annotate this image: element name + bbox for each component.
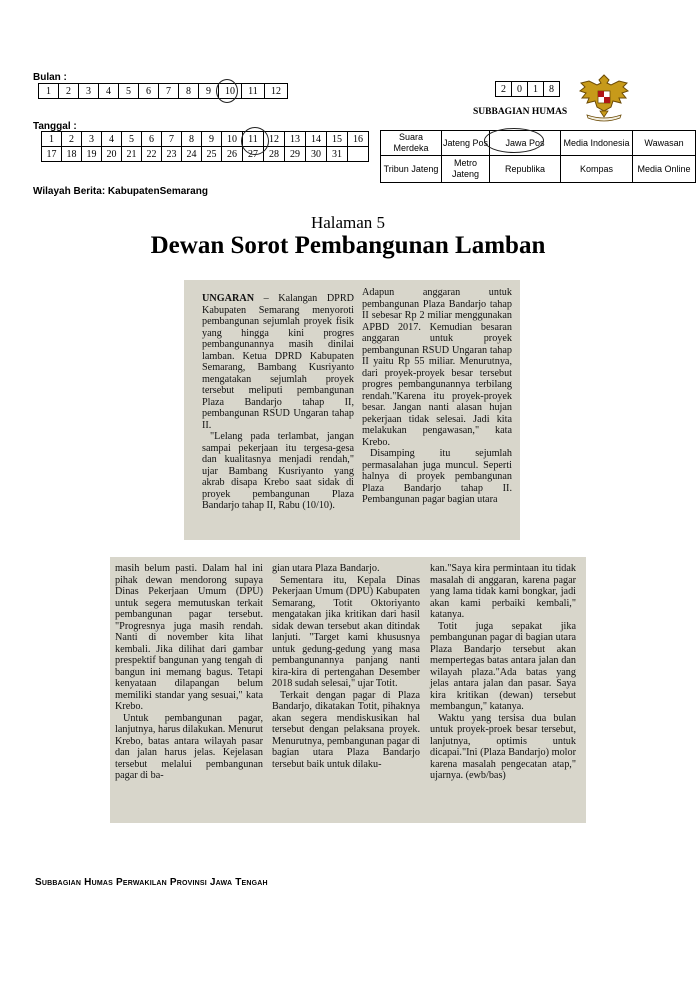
grid-cell: 10: [219, 84, 242, 99]
grid-cell: 9: [199, 84, 219, 99]
paragraph-text: masih belum pasti. Dalam hal ini pihak dewan mendorong supaya Dinas Pekerjaan Umum (DPU) untuk segera memutuskan terkait pembangunan pagar tersebut. "Progresnya juga masih rendah. Nanti di november kita lihat kembali. Jika dilihat dari gambar prespektif bangunan yang tengah di bangun ini memang bagus. Tetapi kenyataan dilapangan belum memiliki standar yang sesuai," kata Krebo.: [115, 563, 263, 712]
grid-cell: 2: [59, 84, 79, 99]
grid-cell: 11: [243, 132, 264, 147]
media-jateng-pos: Jateng Pos: [442, 131, 490, 156]
article-paragraph: [430, 563, 576, 621]
wilayah-berita: Wilayah Berita: KabupatenSemarang: [33, 186, 208, 197]
grid-cell: 4: [102, 132, 122, 147]
paragraph-text: Adapun anggaran untuk pembangunan Plaza Bandarjo tahap II sebesar Rp 2 miliar menggunakan APBD 2017. Kemudian besaran anggaran untuk proyek pembangunan RSUD Ungaran tahap II yaitu Rp 55 miliar. Menurutnya, dari proyek-proyek besar tersebut progres pembangunannya terbilang rendah."Karena itu proyek-proyek besar. Jangan nanti alasan hujan pekerjaan tidak selesai. Jadi kita melakukan pengawasan," kata Krebo.: [362, 287, 512, 448]
paragraph-text: "Lelang pada terlambat, jangan sampai pekerjaan itu tergesa-gesa dan kualitasnya menjadi rendah," ujar Bambang Kusriyanto yang akrab disapa Krebo saat sidak di proyek pembangunan Plaza Bandarjo tahap II, Rabu (10/10).: [202, 431, 354, 511]
footer-text: Subbagian Humas Perwakilan Provinsi Jawa Tengah: [35, 877, 268, 888]
bulan-label: Bulan :: [33, 72, 67, 83]
article-paragraph: [430, 713, 576, 782]
media-media-indonesia: Media Indonesia: [561, 131, 633, 156]
selected-month-circle: [216, 79, 238, 103]
grid-cell: 5: [119, 84, 139, 99]
grid-cell: 15: [327, 132, 348, 147]
grid-cell: 10: [222, 132, 243, 147]
media-jawa-pos: Jawa Pos: [490, 131, 561, 156]
grid-cell: 6: [142, 132, 162, 147]
grid-cell: 1: [42, 132, 62, 147]
grid-cell: 2: [62, 132, 82, 147]
article-paragraph: [202, 293, 354, 431]
media-republika: Republika: [490, 156, 561, 183]
article-paragraph: [115, 563, 263, 713]
grid-cell: 18: [62, 147, 82, 162]
article-paragraph: [115, 713, 263, 782]
paragraph-text: Totit juga sepakat jika pembangunan pagar di bagian utara Plaza Bandarjo tersebut akan mempertegas batas antara jalan dan wilayah plaza."Ada batas yang jelas antara jalan dan pasar. Saya kira kritikan (dewan) tersebut membangun," katanya.: [430, 620, 576, 712]
month-grid: [38, 83, 288, 99]
clip2-column-1: [115, 563, 263, 782]
grid-cell: 9: [202, 132, 222, 147]
clip1-column-1: [202, 293, 354, 512]
grid-cell: 17: [42, 147, 62, 162]
article-paragraph: [202, 431, 354, 512]
grid-cell: 16: [348, 132, 369, 147]
article-paragraph: [272, 575, 420, 690]
grid-cell: 27: [243, 147, 264, 162]
paragraph-text: Waktu yang tersisa dua bulan untuk proyek-proek besar tersebut, lanjutnya, optimis untuk dicapai."Ini (Plaza Bandarjo) molor karena masalah pengecatan atap," ujarnya. (ewb/bas): [430, 712, 576, 781]
media-kompas: Kompas: [561, 156, 633, 183]
grid-cell: 11: [242, 84, 265, 99]
grid-cell: 28: [264, 147, 285, 162]
grid-cell: 3: [79, 84, 99, 99]
grid-cell: 20: [102, 147, 122, 162]
grid-cell: 21: [122, 147, 142, 162]
grid-cell: 2: [496, 82, 512, 97]
grid-cell: 3: [82, 132, 102, 147]
grid-cell: 14: [306, 132, 327, 147]
grid-cell: 29: [285, 147, 306, 162]
grid-cell: 12: [265, 84, 288, 99]
grid-cell: 0: [512, 82, 528, 97]
clip2-column-3: [430, 563, 576, 782]
grid-cell: 8: [182, 132, 202, 147]
tanggal-label: Tanggal :: [33, 121, 77, 132]
grid-cell: 30: [306, 147, 327, 162]
news-clipping-1: [184, 280, 520, 540]
paragraph-text: Terkait dengan pagar di Plaza Bandarjo, dikatakan Totit, pihaknya akan segera mendiskusikan hal tersebut dengan pelaksana proyek. Menurutnya, pembangunan pagar di bagian utara Plaza Bandarjo tersebut baik untuk dilaku-: [272, 689, 420, 770]
date-grid: [41, 131, 369, 162]
subbagian-humas: SUBBAGIAN HUMAS: [473, 107, 568, 117]
clip1-column-2: [362, 287, 512, 506]
grid-cell: 8: [179, 84, 199, 99]
paragraph-text: Disamping itu sejumlah permasalahan juga muncul. Seperti halnya di proyek pembangunan Plaza Bandarjo tahap II. Pembangunan pagar bagian utara: [362, 448, 512, 505]
grid-cell: 31: [327, 147, 348, 162]
year-grid: [495, 81, 560, 97]
grid-cell: 5: [122, 132, 142, 147]
headline: Dewan Sorot Pembangunan Lamban: [150, 232, 546, 259]
dateline: UNGARAN: [202, 293, 255, 304]
grid-cell: 23: [162, 147, 182, 162]
page-number: Halaman 5: [310, 213, 386, 232]
grid-cell: 25: [202, 147, 222, 162]
grid-cell: 1: [39, 84, 59, 99]
grid-cell: 7: [159, 84, 179, 99]
paragraph-text: kan."Saya kira permintaan itu tidak masalah di anggaran, karena pagar yang lama tidak kami bongkar, jadi akan kami perbaiki kembali," katanya.: [430, 563, 576, 620]
grid-cell: 19: [82, 147, 102, 162]
media-metro-jateng: Metro Jateng: [442, 156, 490, 183]
clip2-column-2: [272, 563, 420, 770]
media-online: Media Online: [633, 156, 696, 183]
grid-cell: [348, 147, 369, 162]
media-tribun-jateng: Tribun Jateng: [381, 156, 442, 183]
paragraph-text: Untuk pembangunan pagar, lanjutnya, harus dilakukan. Menurut Krebo, batas antara wilayah pasar dan jalan harus jelas. Kejelasan tersebut melalui pembangunan pagar di ba-: [115, 712, 263, 781]
news-clipping-2: [110, 557, 586, 823]
grid-cell: 13: [285, 132, 306, 147]
grid-cell: 8: [544, 82, 560, 97]
grid-cell: 24: [182, 147, 202, 162]
media-suara-merdeka: Suara Merdeka: [381, 131, 442, 156]
grid-cell: 6: [139, 84, 159, 99]
paragraph-text: – Kalangan DPRD Kabupaten Semarang menyoroti pembangunan sejumlah proyek fisik yang hingga kini progres pembangunannya masih dinilai lamban. Ketua DPRD Kabupaten Semarang, Bambang Kusriyanto mengatakan sejumlah proyek tersebut meliputi pembangunan Plaza Bandarjo tahap II, pembangunan RSUD Ungaran tahap II.: [202, 293, 354, 431]
selected-date-circle: [241, 127, 269, 155]
grid-cell: 22: [142, 147, 162, 162]
selected-media-circle: [484, 128, 544, 153]
garuda-emblem-icon: [577, 71, 631, 123]
paragraph-text: Sementara itu, Kepala Dinas Pekerjaan Umum (DPU) Kabupaten Semarang, Totit Oktoriyanto mengatakan jika kritikan dari hasil sidak dewan tersebut akan ditindak lanjuti. "Target kami khususnya untuk gedung-gedung yang masa pembangunannya panjang nanti kira-kira di pertengahan Desember 2018 sudah selesai," ujar Totit.: [272, 574, 420, 689]
article-paragraph: [272, 563, 420, 575]
grid-cell: 26: [222, 147, 243, 162]
paragraph-text: gian utara Plaza Bandarjo.: [272, 563, 380, 574]
grid-cell: 12: [264, 132, 285, 147]
article-paragraph: [430, 621, 576, 713]
grid-cell: 1: [528, 82, 544, 97]
article-paragraph: [272, 690, 420, 771]
article-paragraph: [362, 287, 512, 448]
grid-cell: 7: [162, 132, 182, 147]
article-paragraph: [362, 448, 512, 506]
grid-cell: 4: [99, 84, 119, 99]
media-wawasan: Wawasan: [633, 131, 696, 156]
